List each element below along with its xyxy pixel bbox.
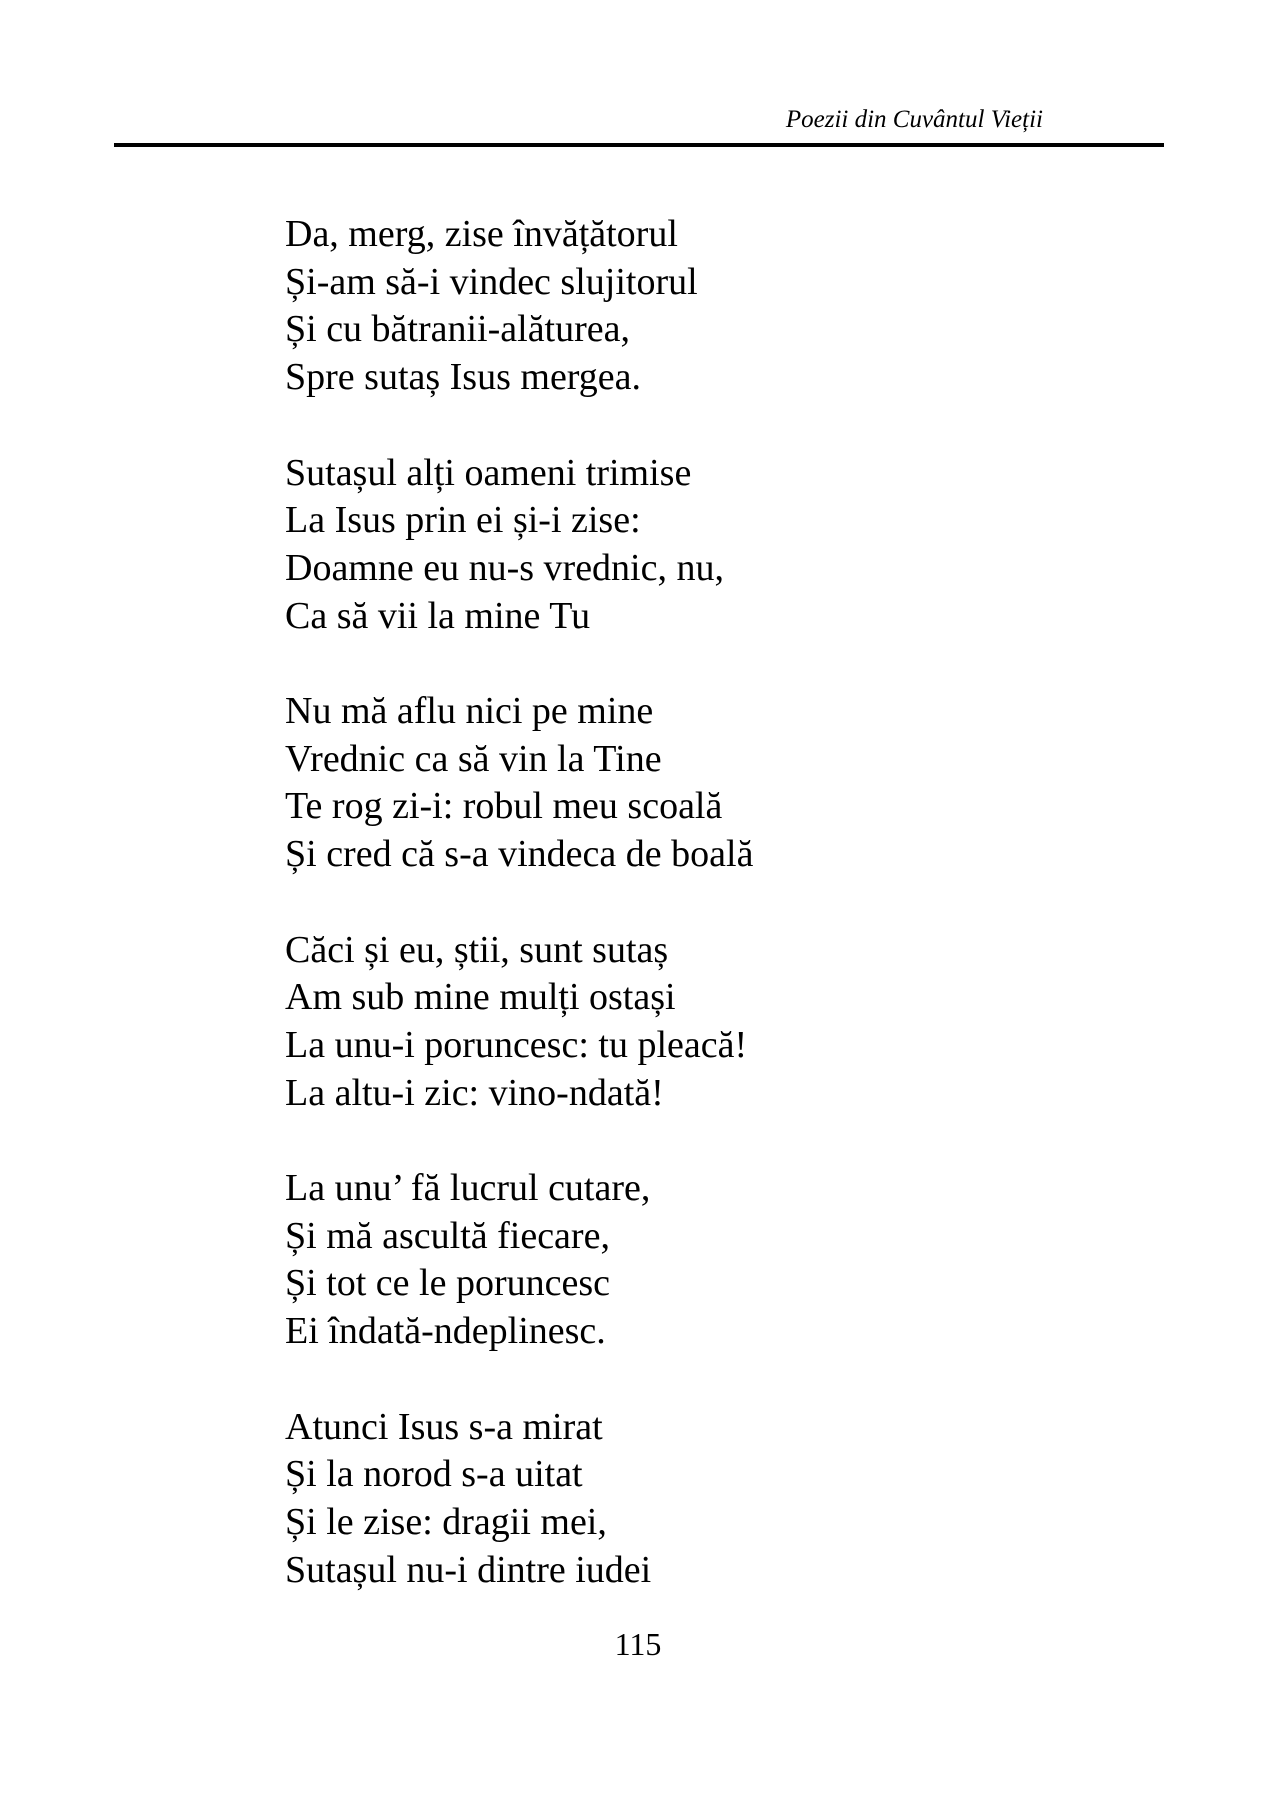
poem-line: Și tot ce le poruncesc — [285, 1262, 611, 1305]
poem-line: Și mă ascultă fiecare, — [285, 1214, 610, 1257]
poem-line: La unu-i poruncesc: tu pleacă! — [285, 1023, 748, 1066]
stanza — [285, 1165, 753, 1356]
poem-line: Sutașul nu-i dintre iudei — [285, 1548, 652, 1591]
poem-body — [285, 211, 753, 1642]
poem-line: Nu mă aflu nici pe mine — [285, 690, 654, 732]
poem-line: Și cred că s-a vindeca de boală — [285, 833, 754, 876]
poem-line: Căci și eu, știi, sunt sutaș — [285, 928, 669, 971]
poem-line: Vrednic ca să vin la Tine — [285, 737, 662, 780]
poem-line: Am sub mine mulți ostași — [285, 976, 676, 1019]
poem-line: La unu’ fă lucrul cutare, — [285, 1167, 651, 1209]
header-rule — [114, 143, 1164, 147]
poem-line: Doamne eu nu-s vrednic, nu, — [285, 546, 724, 589]
poem-line: Și-am să-i vindec slujitorul — [285, 260, 698, 303]
poem-line: Spre sutaș Isus mergea. — [285, 356, 642, 399]
running-header-title: Poezii din Cuvântul Vieții — [785, 106, 1043, 133]
poem-line: La altu-i zic: vino-ndată! — [285, 1071, 664, 1114]
poem-line: La Isus prin ei și-i zise: — [285, 499, 641, 542]
stanza — [285, 1404, 753, 1595]
poem-line: Și cu bătranii-alăturea, — [285, 308, 631, 351]
stanza — [285, 211, 753, 402]
poem-line: Și le zise: dragii mei, — [285, 1500, 607, 1543]
page-number: 115 — [614, 1626, 662, 1662]
poem-line: Te rog zi-i: robul meu scoală — [285, 785, 723, 828]
stanza — [285, 450, 753, 641]
poem-line: Ca să vii la mine Tu — [285, 594, 591, 637]
poem-line: Da, merg, zise învățătorul — [285, 213, 678, 255]
poem-line: Sutașul alți oameni trimise — [285, 451, 692, 494]
poem-line: Ei îndată-ndeplinesc. — [285, 1310, 606, 1353]
stanza — [285, 927, 753, 1118]
poem-line: Și la norod s-a uitat — [285, 1453, 583, 1496]
poem-line: Atunci Isus s-a mirat — [285, 1405, 603, 1448]
stanza — [285, 688, 753, 879]
